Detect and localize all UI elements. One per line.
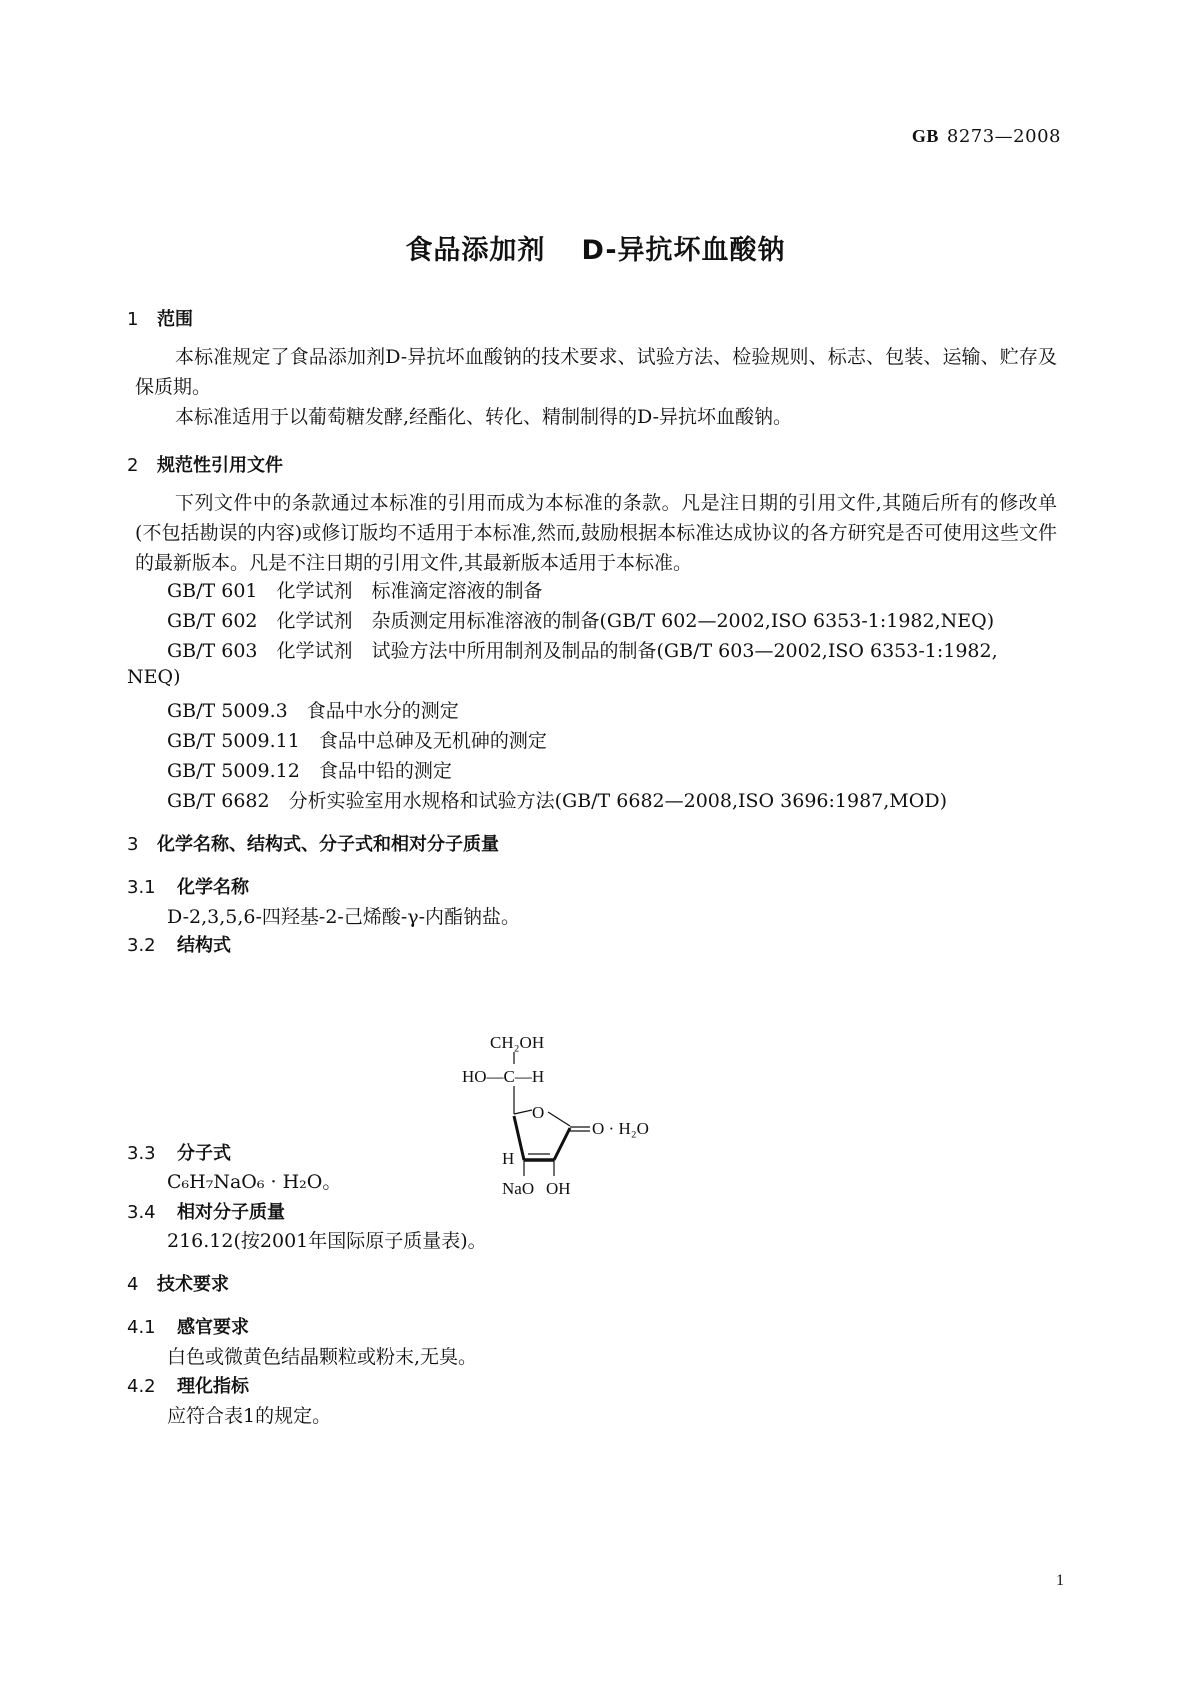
bond-c3-c4: [514, 1116, 524, 1160]
physicochemical-requirement: 应符合表1的规定。: [167, 1405, 332, 1427]
page-number: 1: [1056, 1572, 1064, 1589]
reference-gbt601: GB/T 601 化学试剂 标准滴定溶液的制备: [167, 580, 543, 602]
standard-code: [912, 126, 1061, 147]
chemical-name: D-2,3,5,6-四羟基-2-己烯酸-γ-内酯钠盐。: [167, 906, 521, 928]
section-3-1-heading: 3.1 化学名称: [127, 877, 249, 898]
ring-oxygen-label: O: [532, 1103, 545, 1122]
standard-prefix: GB: [911, 126, 939, 146]
reference-gbt603: GB/T 603 化学试剂 试验方法中所用制剂及制品的制备(GB/T 603—2002,ISO 6353-1:1982,: [167, 640, 998, 662]
oh-label: OH: [546, 1179, 571, 1198]
title-part-1: 食品添加剂: [405, 235, 546, 266]
carbonyl-water-label: O · H₂O: [592, 1119, 649, 1138]
nao-label: NaO: [502, 1179, 535, 1198]
section-4-2-heading: 4.2 理化指标: [127, 1376, 249, 1397]
bond-o-c1: [548, 1112, 570, 1126]
reference-gbt5009-3: GB/T 5009.3 食品中水分的测定: [167, 700, 459, 722]
section-4-1-heading: 4.1 感官要求: [127, 1317, 249, 1338]
section-1-paragraph-1: 本标准规定了食品添加剂D-异抗坏血酸钠的技术要求、试验方法、检验规则、标志、包装、运输、贮存及保质期。: [135, 346, 1057, 398]
structural-formula: [462, 1030, 740, 1220]
section-4-heading: 4 技术要求: [127, 1274, 229, 1295]
standard-number: 8273—2008: [946, 126, 1061, 147]
section-3-2-heading: 3.2 结构式: [127, 935, 231, 956]
reference-gbt603-continued: NEQ): [127, 666, 181, 688]
reference-gbt5009-12: GB/T 5009.12 食品中铅的测定: [167, 760, 452, 782]
ho-c-h-label: HO—C—H: [462, 1067, 545, 1086]
section-2-heading: 2 规范性引用文件: [127, 455, 283, 476]
molecular-mass: 216.12(按2001年国际原子质量表)。: [167, 1230, 487, 1252]
reference-gbt602: GB/T 602 化学试剂 杂质测定用标准溶液的制备(GB/T 602—2002,ISO 6353-1:1982,NEQ): [167, 610, 995, 632]
section-3-heading: 3 化学名称、结构式、分子式和相对分子质量: [127, 834, 499, 855]
sensory-requirement: 白色或微黄色结晶颗粒或粉末,无臭。: [167, 1346, 478, 1368]
section-2-intro: 下列文件中的条款通过本标准的引用而成为本标准的条款。凡是注日期的引用文件,其随后所有的修改单(不包括勘误的内容)或修订版均不适用于本标准,然而,鼓励根据本标准达成协议的各方研究是否可使用这些文件的最新版本。凡是不注日期的引用文件,其最新版本适用于本标准。: [135, 492, 1057, 574]
h-label: H: [502, 1149, 515, 1168]
document-title: [0, 228, 1191, 267]
section-3-3-heading: 3.3 分子式: [127, 1143, 231, 1164]
molecular-formula: C₆H₇NaO₆ · H₂O。: [167, 1171, 342, 1193]
title-part-2: D-异抗坏血酸钠: [581, 235, 786, 266]
bond-c4-o: [514, 1110, 532, 1114]
reference-gbt6682: GB/T 6682 分析实验室用水规格和试验方法(GB/T 6682—2008,ISO 3696:1987,MOD): [167, 790, 947, 812]
ch2oh-label: CH₂OH: [490, 1033, 545, 1052]
reference-gbt5009-11: GB/T 5009.11 食品中总砷及无机砷的测定: [167, 730, 547, 752]
section-3-4-heading: 3.4 相对分子质量: [127, 1202, 285, 1223]
bond-c1-c2: [554, 1128, 570, 1160]
section-1-paragraph-2: 本标准适用于以葡萄糖发酵,经酯化、转化、精制制得的D-异抗坏血酸钠。: [175, 406, 793, 428]
section-1-heading: 1 范围: [127, 309, 193, 330]
